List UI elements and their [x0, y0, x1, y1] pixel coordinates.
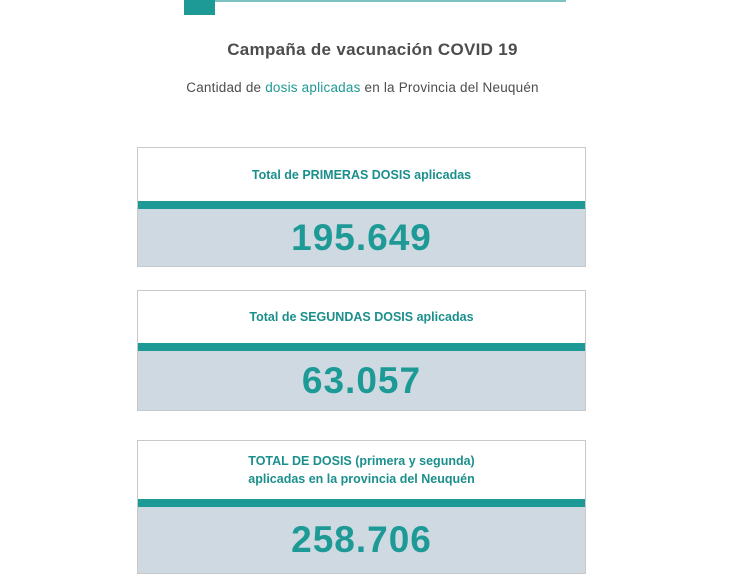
- top-accent-block: [184, 0, 215, 15]
- second-doses-label: Total de SEGUNDAS DOSIS aplicadas: [138, 291, 585, 343]
- total-doses-label: [138, 441, 585, 499]
- second-doses-value: 63.057: [138, 351, 585, 410]
- first-doses-label: Total de PRIMERAS DOSIS aplicadas: [138, 148, 585, 201]
- card-divider-stripe: [138, 499, 585, 507]
- total-doses-card: [137, 440, 586, 574]
- page-subtitle: [0, 80, 725, 95]
- page-title: Campaña de vacunación COVID 19: [227, 40, 518, 59]
- card-divider-stripe: [138, 343, 585, 351]
- card-divider-stripe: [138, 201, 585, 209]
- second-doses-card: [137, 290, 586, 411]
- total-doses-label-line2: aplicadas en la provincia del Neuquén: [248, 472, 475, 486]
- subtitle-text-start: Cantidad de: [186, 80, 266, 95]
- total-doses-value: 258.706: [138, 507, 585, 573]
- total-doses-label-line1: TOTAL DE DOSIS (primera y segunda): [248, 454, 475, 468]
- first-doses-card: [137, 147, 586, 267]
- subtitle-text-end: en la Provincia del Neuquén: [360, 80, 539, 95]
- top-accent-bar: [184, 0, 566, 16]
- top-accent-line: [215, 0, 566, 2]
- first-doses-value: 195.649: [138, 209, 585, 266]
- subtitle-accent-link[interactable]: dosis aplicadas: [265, 80, 361, 95]
